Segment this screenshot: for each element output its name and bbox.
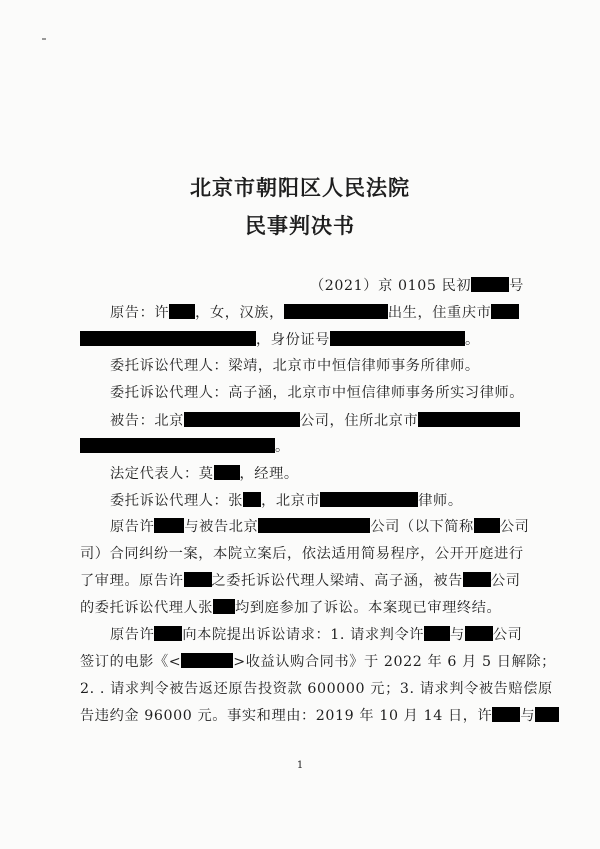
document-type: 民事判决书 — [245, 213, 355, 238]
body-line — [80, 571, 520, 591]
text: 向本院提出诉讼请求：1. 请求判令许 — [182, 627, 425, 643]
claims-line — [80, 652, 556, 672]
text: 法定代表人：莫 — [110, 466, 214, 482]
redaction — [181, 653, 233, 668]
legal-rep-line — [110, 464, 299, 484]
agent-line-2: 委托诉讼代理人：高子涵，北京市中恒信律师事务所实习律师。 — [110, 385, 525, 401]
text: 告违约金 96000 元。事实和理由：2019 年 10 月 14 日，许 — [80, 708, 493, 724]
scan-speck — [42, 38, 46, 40]
text: 。 — [275, 439, 290, 455]
redaction — [154, 518, 184, 533]
redaction — [320, 492, 418, 507]
redaction — [418, 412, 520, 427]
claims-line — [110, 625, 522, 645]
text: ，北京市 — [261, 493, 321, 509]
text: 律师。 — [418, 493, 463, 509]
text: ，身份证号 — [256, 332, 330, 348]
text: 原告许 — [110, 627, 155, 643]
text: 出生，住重庆市 — [387, 305, 492, 321]
defendant-agent-line — [110, 491, 463, 511]
plaintiff-id-line — [80, 330, 480, 350]
agent-line-1: 委托诉讼代理人：梁靖，北京市中恒信律师事务所律师。 — [110, 358, 480, 374]
redaction — [213, 599, 235, 614]
redaction — [214, 465, 240, 480]
text: 公司 — [492, 627, 523, 643]
page-number: 1 — [296, 760, 304, 771]
body-line — [80, 598, 501, 618]
case-number — [310, 276, 524, 296]
text: 与被告北京 — [184, 519, 259, 535]
case-number-text: （2021）京 0105 民初 — [310, 278, 472, 294]
case-suffix: 号 — [509, 278, 524, 294]
redaction — [169, 304, 195, 319]
text: >收益认购合同书》于 2022 年 6 月 5 日解除； — [233, 654, 556, 670]
text: 的委托诉讼代理人张 — [80, 600, 214, 616]
redaction — [471, 277, 509, 292]
text: 原告：许 — [110, 305, 170, 321]
redaction — [80, 438, 275, 453]
text: 之委托诉讼代理人梁靖、高子涵，被告 — [211, 573, 463, 589]
text: 公司 — [499, 519, 530, 535]
text: 公司，住所北京市 — [299, 413, 419, 429]
text: 公司 — [490, 573, 521, 589]
text: 公司（以下简称 — [370, 519, 474, 535]
redaction — [492, 707, 520, 722]
plaintiff-line — [110, 303, 519, 323]
redaction — [184, 412, 300, 427]
text: 委托诉讼代理人：张 — [110, 493, 244, 509]
redaction — [184, 572, 212, 587]
text: 。 — [464, 332, 480, 348]
redaction — [474, 518, 500, 533]
redaction — [258, 518, 370, 533]
redaction — [243, 492, 261, 507]
redaction — [424, 626, 450, 641]
redaction — [465, 626, 493, 641]
redaction — [80, 331, 256, 346]
body-line: 司）合同纠纷一案，本院立案后，依法适用简易程序，公开开庭进行 — [80, 546, 524, 562]
redaction — [330, 331, 465, 346]
text: ，女，汉族， — [195, 305, 284, 321]
claims-line: 2. . 请求判令被告返还原告投资款 600000 元；3. 请求判令被告赔偿原 — [80, 681, 553, 697]
text: 了审理。原告许 — [80, 573, 184, 589]
defendant-address-line — [80, 437, 290, 457]
text: 原告许 — [110, 519, 155, 535]
court-name: 北京市朝阳区人民法院 — [190, 175, 410, 200]
text: 与 — [450, 627, 465, 643]
redaction — [284, 304, 388, 319]
body-line — [110, 517, 529, 537]
text: 签订的电影《< — [80, 654, 182, 670]
text: 均到庭参加了诉讼。本案现已审理终结。 — [235, 600, 502, 616]
redaction — [491, 304, 519, 319]
defendant-line — [110, 411, 520, 431]
text: 与 — [520, 708, 536, 724]
redaction — [535, 707, 559, 722]
text: 被告：北京 — [110, 413, 184, 429]
claims-line — [80, 706, 559, 726]
text: ，经理。 — [239, 466, 299, 482]
redaction — [463, 572, 491, 587]
redaction — [154, 626, 182, 641]
